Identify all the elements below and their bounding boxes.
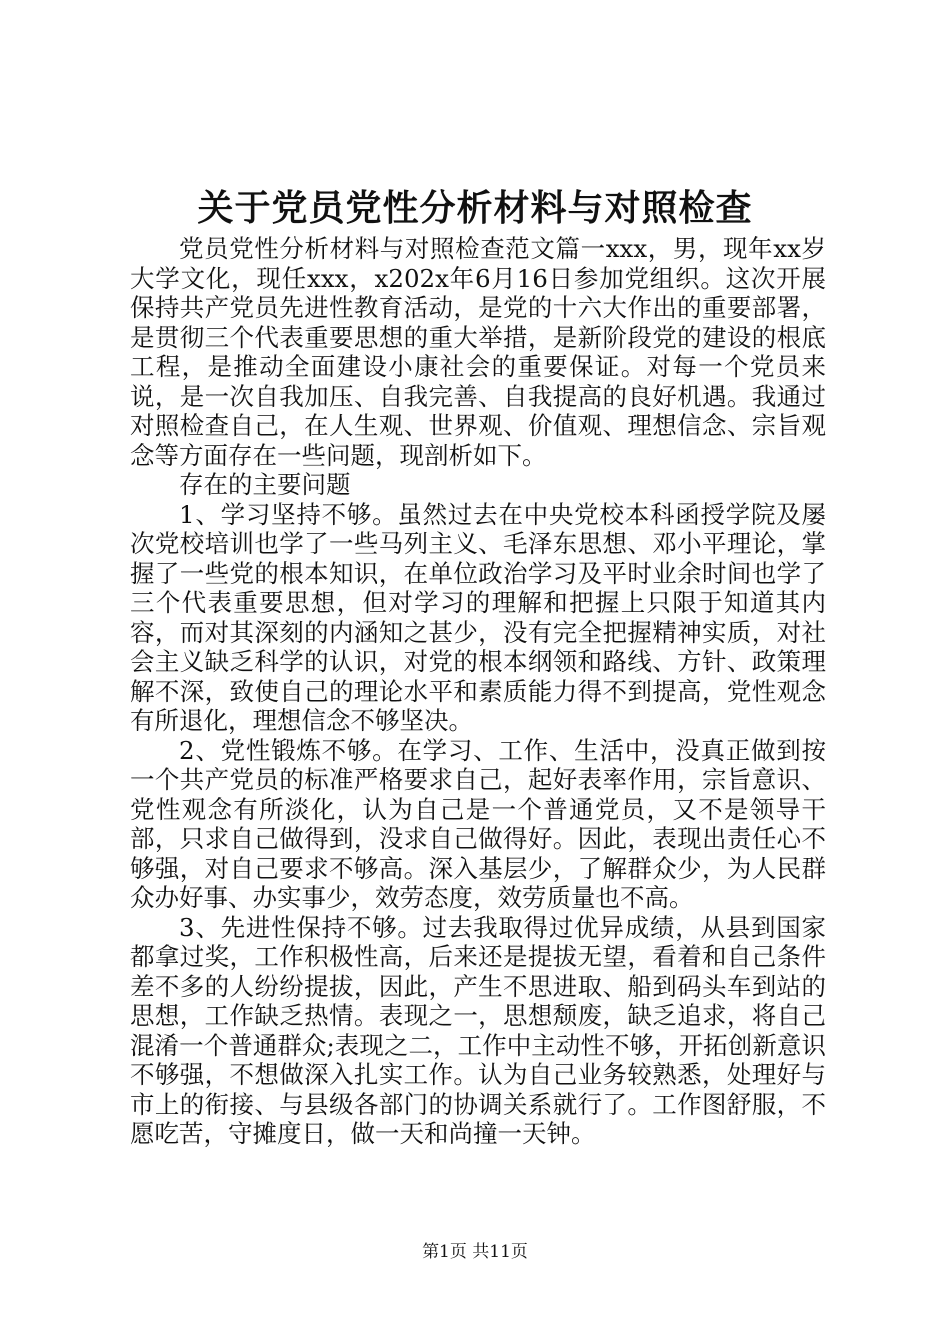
paragraph-intro: 党员党性分析材料与对照检查范文篇一xxx，男，现年xx岁大学文化，现任xxx，x202x年6月16日参加党组织。这次开展保持共产党员先进性教育活动，是党的十六大作出的重要部署，是贯彻三个代表重要思想的重大举措，是新阶段党的建设的根底工程，是推动全面建设小康社会的重要保证。对每一个党员来说，是一次自我加压、自我完善、自我提高的良好机遇。我通过对照检查自己，在人生观、世界观、价值观、理想信念、宗旨观念等方面存在一些问题，现剖析如下。: [130, 234, 826, 470]
page-footer: 第1页 共11页: [422, 1242, 528, 1262]
paragraph-issue-1: 1、学习坚持不够。虽然过去在中央党校本科函授学院及屡次党校培训也学了一些马列主义、毛泽东思想、邓小平理论，掌握了一些党的根本知识，在单位政治学习及平时业余时间也学了三个代表重要思想，但对学习的理解和把握上只限于知道其内容，而对其深刻的内涵知之甚少，没有完全把握精神实质，对社会主义缺乏科学的认识，对党的根本纲领和路线、方针、政策理解不深，致使自己的理论水平和素质能力得不到提高，党性观念有所退化，理想信念不够坚决。: [130, 499, 826, 735]
paragraph-section-heading: 存在的主要问题: [179, 470, 351, 499]
paragraph-issue-3: 3、先进性保持不够。过去我取得过优异成绩，从县到国家都拿过奖，工作积极性高，后来还是提拔无望，看着和自己条件差不多的人纷纷提拔，因此，产生不思进取、船到码头车到站的思想，工作缺乏热情。表现之一，思想颓废，缺乏追求，将自己混淆一个普通群众;表现之二，工作中主动性不够，开拓创新意识不够强，不想做深入扎实工作。认为自己业务较熟悉，处理好与市上的衔接、与县级各部门的协调关系就行了。工作图舒服，不愿吃苦，守摊度日，做一天和尚撞一天钟。: [130, 912, 826, 1148]
document-title: 关于党员党性分析材料与对照检查: [197, 188, 753, 229]
paragraph-issue-2: 2、党性锻炼不够。在学习、工作、生活中，没真正做到按一个共产党员的标准严格要求自己，起好表率作用，宗旨意识、党性观念有所淡化，认为自己是一个普通党员，又不是领导干部，只求自己做得到，没求自己做得好。因此，表现出责任心不够强，对自己要求不够高。深入基层少，了解群众少，为人民群众办好事、办实事少，效劳态度，效劳质量也不高。: [130, 735, 826, 912]
document-body: [130, 234, 826, 1149]
